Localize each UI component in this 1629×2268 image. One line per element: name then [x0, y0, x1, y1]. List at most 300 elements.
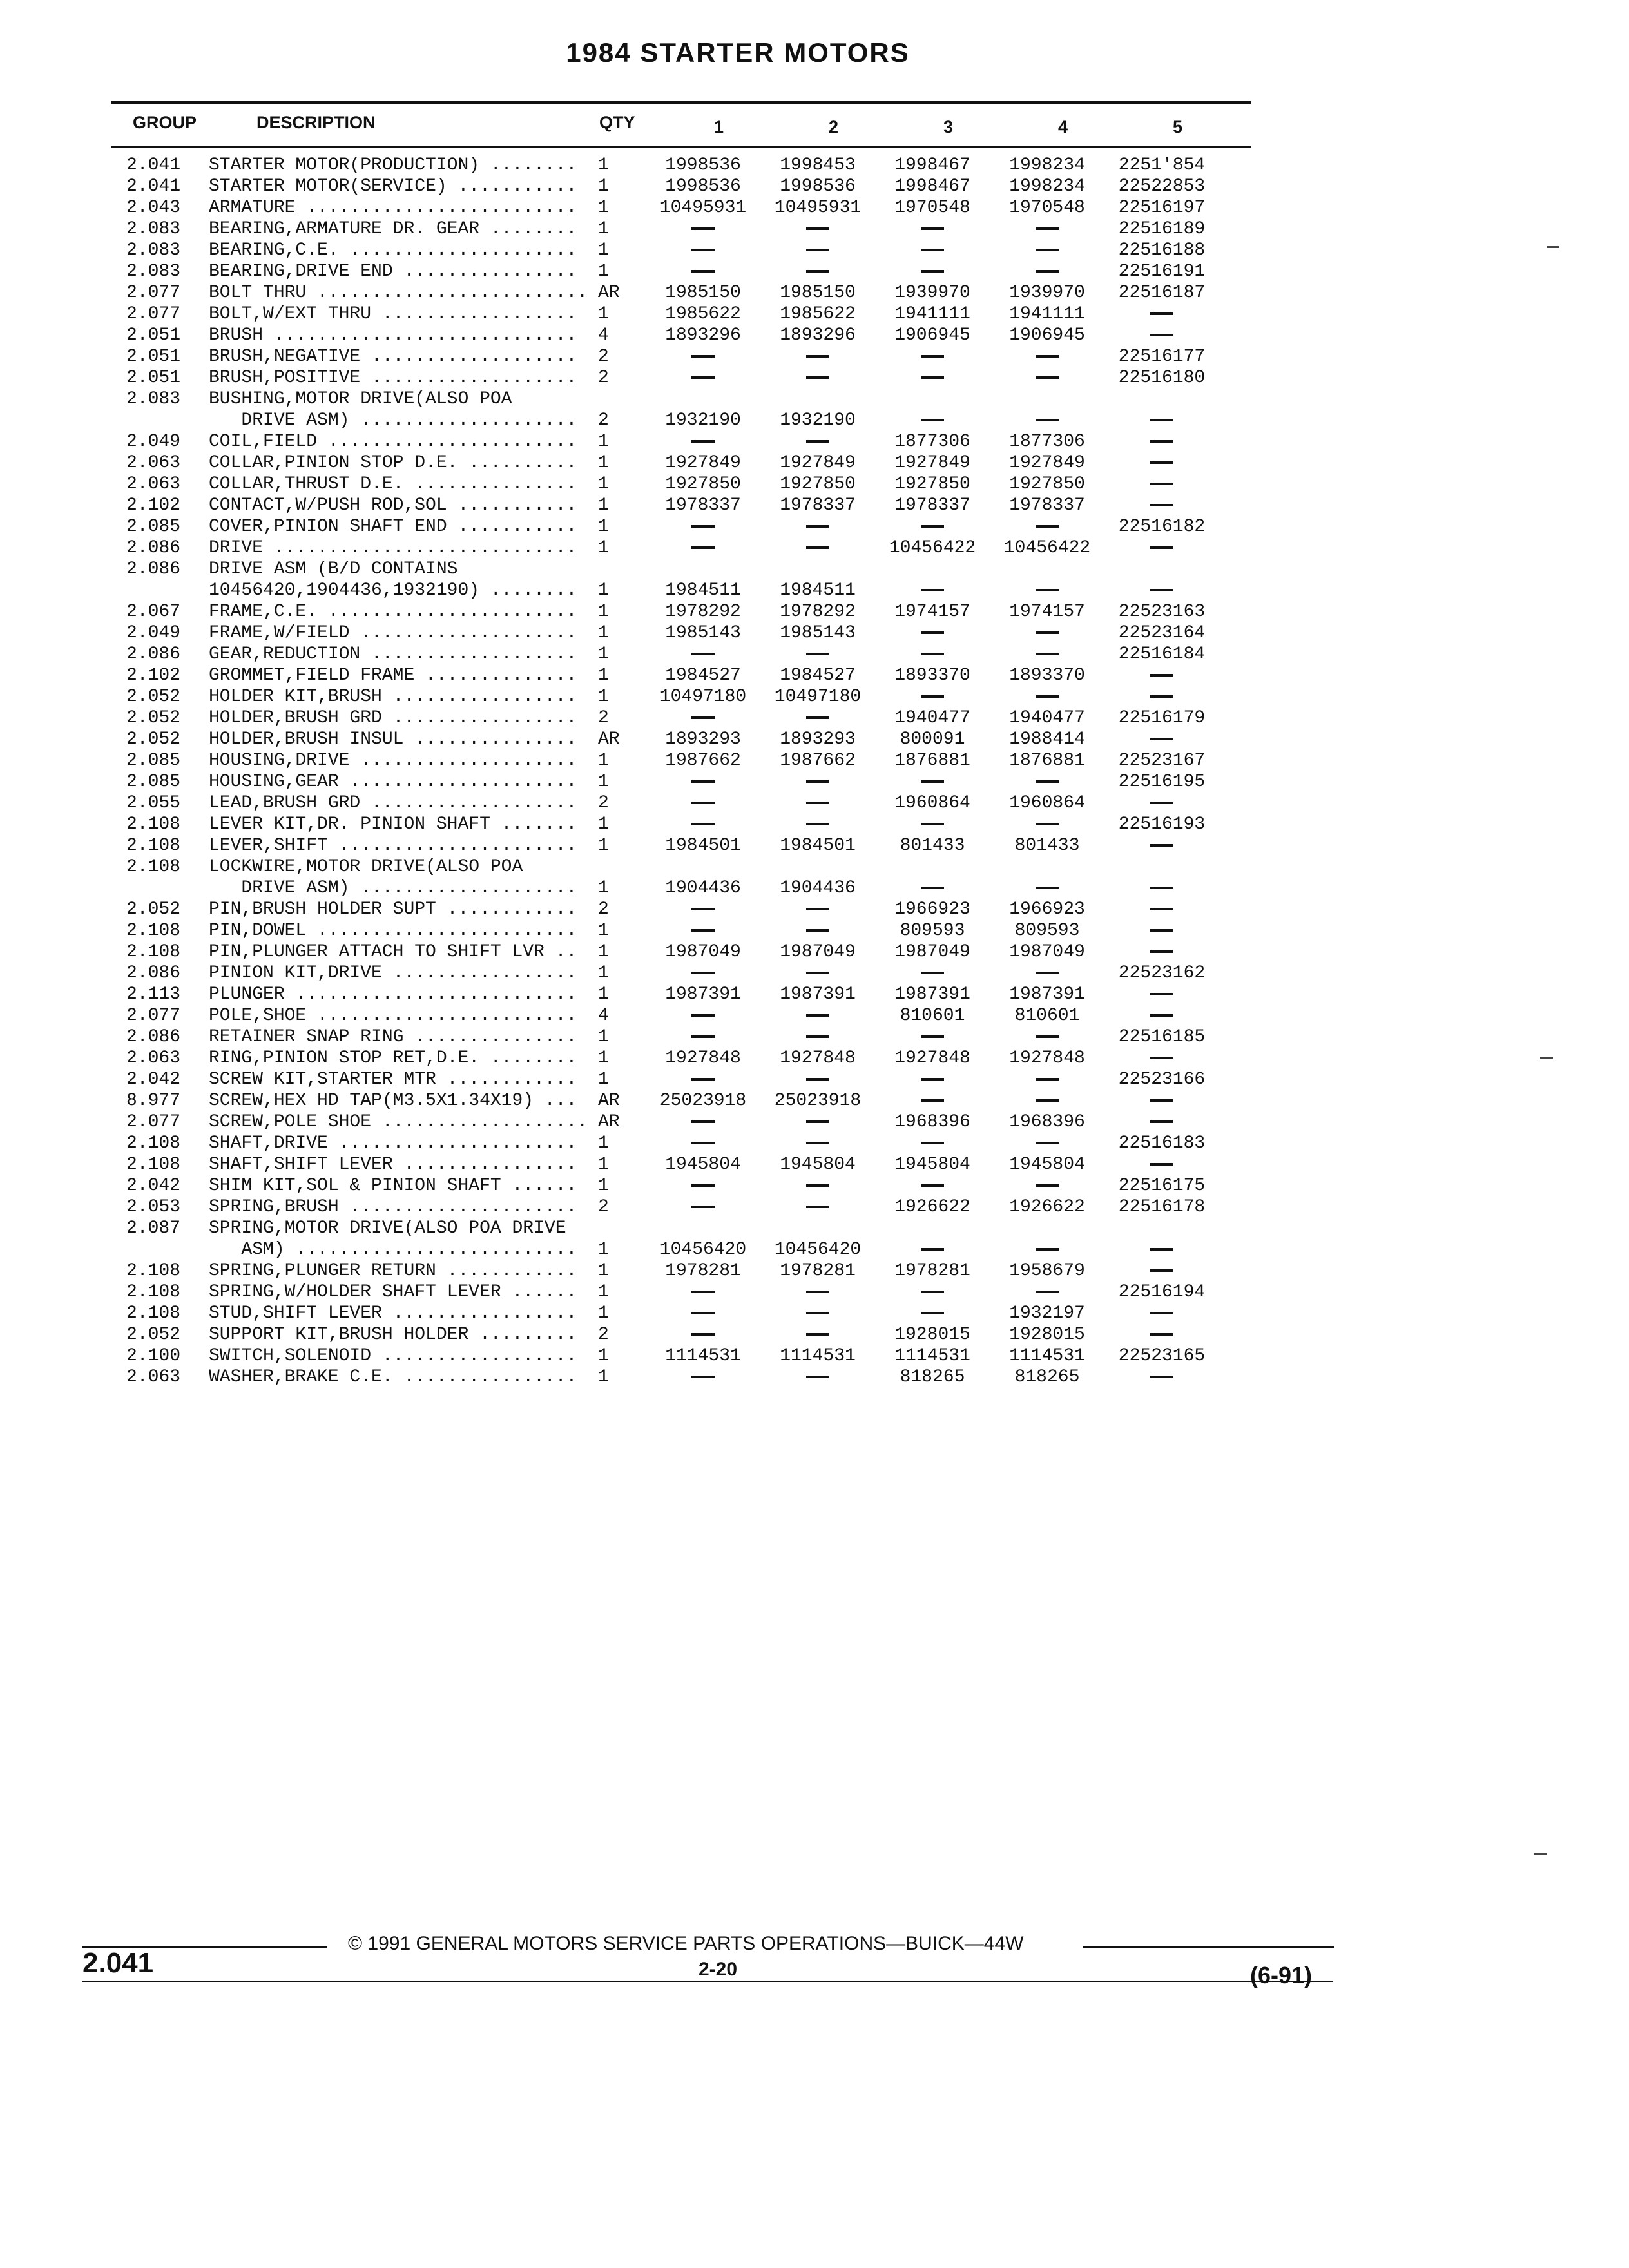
part-quantity: 1 — [598, 1027, 609, 1047]
part-number: 1893370 — [1009, 666, 1085, 686]
part-number: 1927850 — [780, 474, 856, 494]
not-applicable-dash — [990, 878, 1104, 899]
dash-mark — [806, 227, 829, 230]
group-number: 2.102 — [126, 666, 181, 686]
table-row — [0, 1026, 1629, 1048]
part-number: 22516178 — [1118, 1197, 1206, 1217]
dash-mark — [691, 1142, 715, 1144]
part-number: 10495931 — [659, 198, 747, 218]
part-number: 1114531 — [780, 1346, 856, 1366]
part-quantity: 2 — [598, 899, 609, 919]
part-quantity: 1 — [598, 1133, 609, 1153]
dash-mark — [691, 780, 715, 783]
group-number: 2.052 — [126, 687, 181, 707]
table-row — [0, 771, 1629, 793]
part-number: 1974157 — [894, 602, 970, 622]
part-description: SCREW,POLE SHOE ................... — [209, 1112, 588, 1132]
part-number: 1984527 — [665, 666, 741, 686]
dash-mark — [1036, 1248, 1059, 1251]
part-number: 22516194 — [1118, 1282, 1206, 1302]
part-description: POLE,SHOE ........................ — [209, 1006, 577, 1026]
part-quantity: 2 — [598, 368, 609, 388]
table-row — [0, 1048, 1629, 1069]
part-number: 818265 — [1014, 1367, 1080, 1387]
part-description: SWITCH,SOLENOID .................. — [209, 1346, 577, 1366]
not-applicable-dash — [875, 1090, 990, 1111]
part-number: 22516183 — [1118, 1133, 1206, 1153]
part-description: BEARING,DRIVE END ................ — [209, 262, 577, 282]
part-quantity: 1 — [598, 304, 609, 324]
not-applicable-dash — [1103, 474, 1220, 495]
part-number: 1939970 — [1009, 283, 1085, 303]
dash-mark — [1036, 355, 1059, 358]
group-number: 2.042 — [126, 1176, 181, 1196]
part-number: 1877306 — [894, 432, 970, 452]
dash-mark — [921, 695, 944, 698]
dash-mark — [806, 780, 829, 783]
part-number: 1893296 — [780, 325, 856, 345]
part-description: SHAFT,DRIVE ...................... — [209, 1133, 577, 1153]
dash-mark — [691, 440, 715, 443]
header-rule — [111, 146, 1251, 148]
part-number: 22516175 — [1118, 1176, 1206, 1196]
group-number: 2.077 — [126, 304, 181, 324]
group-number: 2.051 — [126, 368, 181, 388]
part-description: PIN,DOWEL ........................ — [209, 921, 577, 941]
group-number: 2.052 — [126, 729, 181, 749]
dash-mark — [1150, 1312, 1173, 1314]
part-number: 10495931 — [774, 198, 862, 218]
part-number: 1985150 — [665, 283, 741, 303]
dash-mark — [806, 1014, 829, 1017]
part-quantity: 1 — [598, 1303, 609, 1323]
not-applicable-dash — [875, 686, 990, 707]
not-applicable-dash — [990, 580, 1104, 601]
group-number: 2.052 — [126, 899, 181, 919]
not-applicable-dash — [646, 240, 760, 261]
part-number: 1985143 — [780, 623, 856, 643]
dash-mark — [691, 1120, 715, 1123]
dash-mark — [691, 1206, 715, 1208]
dash-mark — [1036, 1184, 1059, 1187]
not-applicable-dash — [990, 814, 1104, 835]
table-row — [0, 580, 1629, 601]
not-applicable-dash — [760, 771, 875, 793]
not-applicable-dash — [875, 1069, 990, 1090]
not-applicable-dash — [990, 644, 1104, 665]
part-number: 1114531 — [1009, 1346, 1085, 1366]
dash-mark — [806, 1078, 829, 1081]
not-applicable-dash — [875, 644, 990, 665]
not-applicable-dash — [1103, 1111, 1220, 1133]
part-quantity: 1 — [598, 602, 609, 622]
part-number: 22523163 — [1118, 602, 1206, 622]
dash-mark — [1036, 589, 1059, 591]
dash-mark — [806, 1376, 829, 1378]
not-applicable-dash — [1103, 325, 1220, 346]
dash-mark — [1036, 1142, 1059, 1144]
dash-mark — [1150, 419, 1173, 421]
not-applicable-dash — [1103, 984, 1220, 1005]
part-number: 1927849 — [780, 453, 856, 473]
part-number: 1984511 — [665, 581, 741, 601]
group-number: 2.087 — [126, 1218, 181, 1238]
part-number: 1984511 — [780, 581, 856, 601]
table-row — [0, 1367, 1629, 1388]
table-row — [0, 1069, 1629, 1090]
part-number: 1927849 — [1009, 453, 1085, 473]
table-row — [0, 176, 1629, 197]
part-number: 22523165 — [1118, 1346, 1206, 1366]
copyright-notice: © 1991 GENERAL MOTORS SERVICE PARTS OPERATIONS—BUICK—44W — [348, 1933, 1024, 1954]
table-row — [0, 410, 1629, 431]
part-number: 1998467 — [894, 155, 970, 175]
not-applicable-dash — [1103, 899, 1220, 920]
table-row — [0, 1239, 1629, 1260]
dash-mark — [921, 227, 944, 230]
part-number: 1987049 — [1009, 942, 1085, 962]
dash-mark — [806, 653, 829, 655]
part-quantity: 1 — [598, 219, 609, 239]
table-row — [0, 1218, 1629, 1239]
margin-mark — [1540, 1057, 1553, 1059]
part-quantity: 1 — [598, 177, 609, 197]
part-number: 1893293 — [665, 729, 741, 749]
group-number: 2.067 — [126, 602, 181, 622]
dash-mark — [1036, 695, 1059, 698]
header-qty: QTY — [599, 113, 635, 132]
dash-mark — [691, 525, 715, 528]
part-number: 1987391 — [894, 985, 970, 1004]
part-description: PINION KIT,DRIVE ................. — [209, 963, 577, 983]
group-number: 2.108 — [126, 1303, 181, 1323]
header-group: GROUP — [133, 113, 197, 132]
not-applicable-dash — [646, 1303, 760, 1324]
dash-mark — [1036, 419, 1059, 421]
part-description: DRIVE ASM) .................... — [209, 878, 577, 898]
table-row — [0, 1345, 1629, 1367]
not-applicable-dash — [1103, 793, 1220, 814]
part-number: 1970548 — [894, 198, 970, 218]
dash-mark — [1036, 525, 1059, 528]
dash-mark — [1150, 1120, 1173, 1123]
table-row — [0, 197, 1629, 218]
part-description: COLLAR,THRUST D.E. ............... — [209, 474, 577, 494]
dash-mark — [1150, 1376, 1173, 1378]
dash-mark — [691, 376, 715, 379]
part-number: 1940477 — [894, 708, 970, 728]
dash-mark — [691, 802, 715, 804]
dash-mark — [691, 972, 715, 974]
not-applicable-dash — [760, 240, 875, 261]
part-quantity: 1 — [598, 751, 609, 771]
dash-mark — [921, 1248, 944, 1251]
group-number: 2.108 — [126, 1133, 181, 1153]
dash-mark — [806, 1184, 829, 1187]
table-row — [0, 644, 1629, 665]
not-applicable-dash — [760, 1175, 875, 1196]
not-applicable-dash — [646, 1324, 760, 1345]
dash-mark — [921, 270, 944, 273]
not-applicable-dash — [875, 346, 990, 367]
part-number: 1985622 — [780, 304, 856, 324]
part-number: 1940477 — [1009, 708, 1085, 728]
footer-rule-bottom — [82, 1981, 1333, 1982]
part-description: PLUNGER .......................... — [209, 985, 577, 1004]
dash-mark — [921, 823, 944, 825]
dash-mark — [806, 716, 829, 719]
part-description: STARTER MOTOR(SERVICE) ........... — [209, 177, 577, 197]
part-number: 1893293 — [780, 729, 856, 749]
part-description: COIL,FIELD ....................... — [209, 432, 577, 452]
not-applicable-dash — [646, 707, 760, 729]
dash-mark — [806, 929, 829, 932]
table-row — [0, 346, 1629, 367]
part-number: 1932190 — [665, 410, 741, 430]
part-number: 810601 — [1014, 1006, 1080, 1026]
group-number: 2.083 — [126, 389, 181, 409]
part-description: RING,PINION STOP RET,D.E. ........ — [209, 1048, 577, 1068]
table-row — [0, 559, 1629, 580]
dash-mark — [1150, 546, 1173, 549]
part-description: LOCKWIRE,MOTOR DRIVE(ALSO POA — [209, 857, 523, 877]
part-quantity: 1 — [598, 1070, 609, 1090]
table-row — [0, 707, 1629, 729]
dash-mark — [691, 653, 715, 655]
part-number: 1893370 — [894, 666, 970, 686]
part-description: ASM) .......................... — [209, 1240, 577, 1260]
table-row — [0, 1196, 1629, 1218]
group-number: 2.086 — [126, 644, 181, 664]
dash-mark — [806, 908, 829, 910]
dash-mark — [1150, 844, 1173, 847]
part-number: 1987049 — [894, 942, 970, 962]
margin-mark — [1534, 1853, 1547, 1855]
table-row — [0, 686, 1629, 707]
group-number: 2.108 — [126, 921, 181, 941]
part-number: 1968396 — [1009, 1112, 1085, 1132]
part-number: 1945804 — [665, 1155, 741, 1175]
group-number: 8.977 — [126, 1091, 181, 1111]
not-applicable-dash — [760, 261, 875, 282]
part-quantity: 2 — [598, 708, 609, 728]
page-number: 2-20 — [698, 1959, 738, 1980]
table-row — [0, 1303, 1629, 1324]
dash-mark — [691, 1291, 715, 1293]
part-description: GROMMET,FIELD FRAME .............. — [209, 666, 577, 686]
part-number: 1984501 — [780, 836, 856, 856]
not-applicable-dash — [1103, 1005, 1220, 1026]
part-number: 1998467 — [894, 177, 970, 197]
part-description: BRUSH,POSITIVE ................... — [209, 368, 577, 388]
table-row — [0, 155, 1629, 176]
group-number: 2.108 — [126, 814, 181, 834]
not-applicable-dash — [875, 771, 990, 793]
table-row — [0, 218, 1629, 240]
not-applicable-dash — [990, 1026, 1104, 1048]
part-number: 801433 — [900, 836, 965, 856]
table-row — [0, 984, 1629, 1005]
part-description: COVER,PINION SHAFT END ........... — [209, 517, 577, 537]
group-number: 2.086 — [126, 559, 181, 579]
not-applicable-dash — [646, 1069, 760, 1090]
dash-mark — [1036, 227, 1059, 230]
table-row — [0, 495, 1629, 516]
part-description: PIN,BRUSH HOLDER SUPT ............ — [209, 899, 577, 919]
not-applicable-dash — [990, 218, 1104, 240]
dash-mark — [1036, 887, 1059, 889]
part-number: 1966923 — [1009, 899, 1085, 919]
table-row — [0, 1005, 1629, 1026]
part-number: 22523164 — [1118, 623, 1206, 643]
table-row — [0, 325, 1629, 346]
part-quantity: 1 — [598, 921, 609, 941]
not-applicable-dash — [760, 1324, 875, 1345]
not-applicable-dash — [875, 240, 990, 261]
part-quantity: 2 — [598, 410, 609, 430]
not-applicable-dash — [1103, 1303, 1220, 1324]
part-number: 10456420 — [659, 1240, 747, 1260]
part-number: 1978281 — [780, 1261, 856, 1281]
group-number: 2.051 — [126, 347, 181, 367]
dash-mark — [1150, 695, 1173, 698]
part-number: 10456420 — [774, 1240, 862, 1260]
part-number: 1978337 — [1009, 495, 1085, 515]
part-number: 1945804 — [1009, 1155, 1085, 1175]
part-description: BRUSH,NEGATIVE ................... — [209, 347, 577, 367]
not-applicable-dash — [646, 516, 760, 537]
part-description: LEVER KIT,DR. PINION SHAFT ....... — [209, 814, 577, 834]
part-description: WASHER,BRAKE C.E. ................ — [209, 1367, 577, 1387]
table-row — [0, 793, 1629, 814]
part-number: 1978337 — [894, 495, 970, 515]
part-number: 800091 — [900, 729, 965, 749]
part-number: 801433 — [1014, 836, 1080, 856]
header-col-1: 1 — [714, 117, 724, 137]
part-quantity: 1 — [598, 1282, 609, 1302]
table-row — [0, 1133, 1629, 1154]
group-number: 2.086 — [126, 1027, 181, 1047]
table-row — [0, 1260, 1629, 1282]
group-number: 2.085 — [126, 751, 181, 771]
not-applicable-dash — [760, 346, 875, 367]
not-applicable-dash — [760, 899, 875, 920]
part-number: 1985143 — [665, 623, 741, 643]
not-applicable-dash — [990, 516, 1104, 537]
part-quantity: 1 — [598, 772, 609, 792]
not-applicable-dash — [990, 1090, 1104, 1111]
part-number: 1998234 — [1009, 155, 1085, 175]
not-applicable-dash — [646, 1111, 760, 1133]
table-row — [0, 665, 1629, 686]
part-number: 1927848 — [780, 1048, 856, 1068]
dash-mark — [806, 1206, 829, 1208]
not-applicable-dash — [760, 644, 875, 665]
not-applicable-dash — [646, 1005, 760, 1026]
dash-mark — [691, 546, 715, 549]
part-number: 1978337 — [780, 495, 856, 515]
part-description: HOLDER,BRUSH INSUL ............... — [209, 729, 577, 749]
part-number: 1998536 — [780, 177, 856, 197]
part-number: 22516193 — [1118, 814, 1206, 834]
dash-mark — [1036, 249, 1059, 251]
dash-mark — [921, 887, 944, 889]
header-col-2: 2 — [829, 117, 839, 137]
group-number: 2.108 — [126, 1155, 181, 1175]
dash-mark — [1150, 1248, 1173, 1251]
not-applicable-dash — [990, 240, 1104, 261]
dash-mark — [921, 525, 944, 528]
dash-mark — [1036, 653, 1059, 655]
not-applicable-dash — [990, 410, 1104, 431]
part-quantity: 2 — [598, 1197, 609, 1217]
part-number: 10456422 — [889, 538, 976, 558]
part-description: SCREW,HEX HD TAP(M3.5X1.34X19) ... — [209, 1091, 577, 1111]
part-number: 22516185 — [1118, 1027, 1206, 1047]
part-number: 1988414 — [1009, 729, 1085, 749]
not-applicable-dash — [875, 1026, 990, 1048]
not-applicable-dash — [1103, 452, 1220, 474]
dash-mark — [806, 823, 829, 825]
not-applicable-dash — [760, 707, 875, 729]
not-applicable-dash — [760, 1026, 875, 1048]
dash-mark — [806, 1035, 829, 1038]
group-number: 2.083 — [126, 262, 181, 282]
part-number: 1998536 — [665, 155, 741, 175]
not-applicable-dash — [990, 1133, 1104, 1154]
part-description: PIN,PLUNGER ATTACH TO SHIFT LVR .. — [209, 942, 577, 962]
part-number: 1958679 — [1009, 1261, 1085, 1281]
not-applicable-dash — [1103, 1367, 1220, 1388]
part-number: 1941111 — [1009, 304, 1085, 324]
dash-mark — [921, 376, 944, 379]
part-description: SPRING,W/HOLDER SHAFT LEVER ...... — [209, 1282, 577, 1302]
group-number: 2.041 — [126, 155, 181, 175]
dash-mark — [691, 1312, 715, 1314]
part-number: 1978292 — [665, 602, 741, 622]
part-number: 1968396 — [894, 1112, 970, 1132]
dash-mark — [1150, 504, 1173, 506]
dash-mark — [1150, 993, 1173, 995]
part-number: 22516179 — [1118, 708, 1206, 728]
part-quantity: AR — [598, 283, 620, 303]
table-row — [0, 1324, 1629, 1345]
dash-mark — [1150, 589, 1173, 591]
not-applicable-dash — [760, 1303, 875, 1324]
part-quantity: 1 — [598, 1261, 609, 1281]
not-applicable-dash — [760, 963, 875, 984]
dash-mark — [1150, 1333, 1173, 1336]
not-applicable-dash — [1103, 1324, 1220, 1345]
part-number: 1904436 — [780, 878, 856, 898]
part-quantity: 1 — [598, 581, 609, 601]
group-number: 2.108 — [126, 942, 181, 962]
part-description: BRUSH ............................ — [209, 325, 577, 345]
part-number: 22516177 — [1118, 347, 1206, 367]
dash-mark — [1150, 802, 1173, 804]
not-applicable-dash — [646, 367, 760, 389]
dash-mark — [921, 1099, 944, 1102]
part-quantity: 1 — [598, 687, 609, 707]
not-applicable-dash — [760, 1133, 875, 1154]
table-row — [0, 431, 1629, 452]
not-applicable-dash — [875, 814, 990, 835]
dash-mark — [921, 1184, 944, 1187]
not-applicable-dash — [760, 537, 875, 559]
table-row — [0, 856, 1629, 878]
dash-mark — [1036, 1078, 1059, 1081]
part-quantity: 1 — [598, 432, 609, 452]
